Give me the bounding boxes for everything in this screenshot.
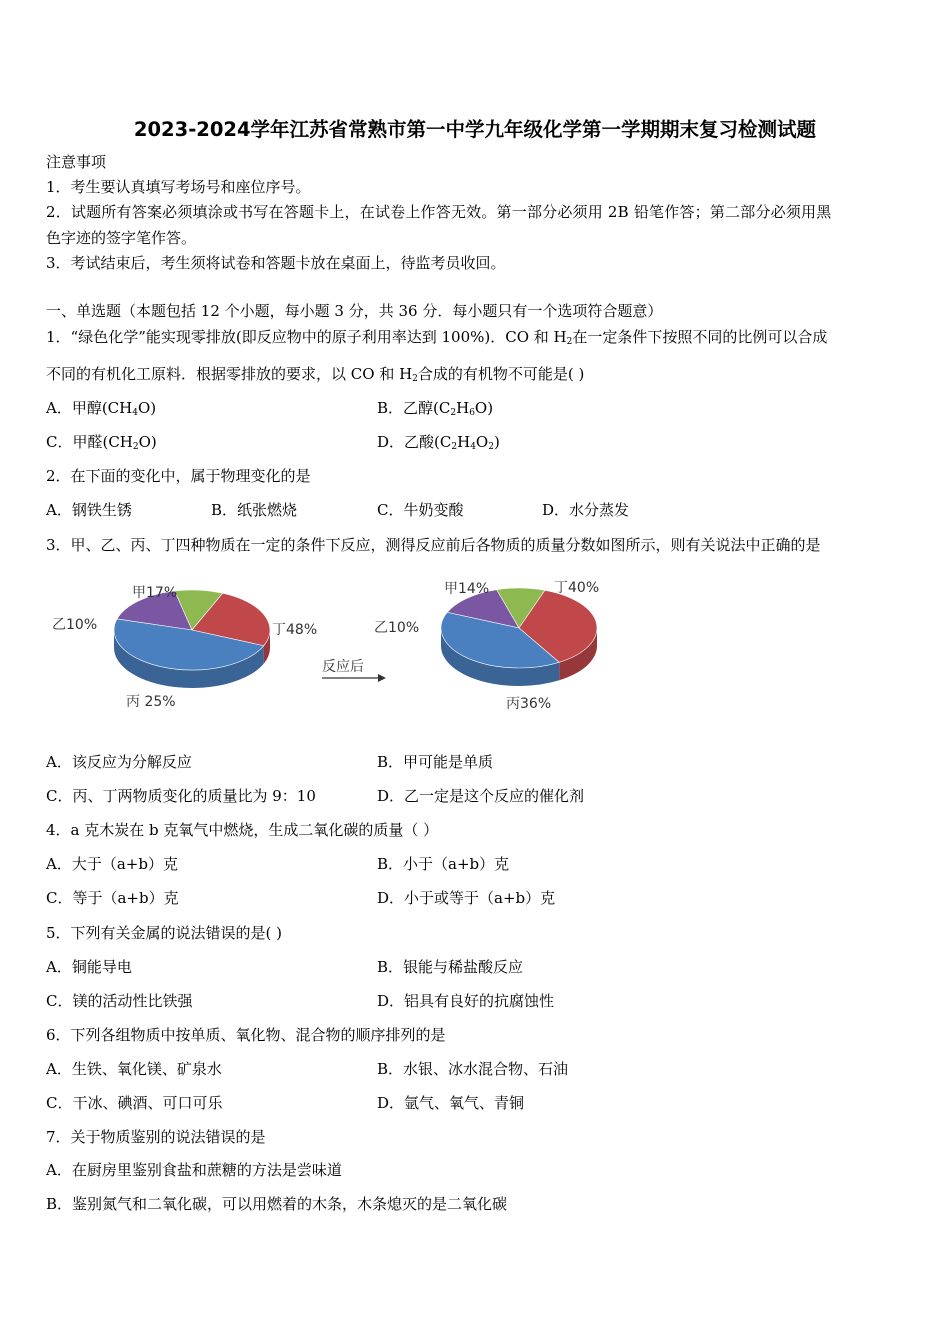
q5-stem: 5．下列有关金属的说法错误的是( ) [46,924,283,942]
notice-item: 2．试题所有答案必须填涂或书写在答题卡上，在试卷上作答无效。第一部分必须用 2B 铅笔作答；第二部分必须用黑 [46,203,832,221]
pie-after-label-jia: 甲14% [444,581,490,597]
q7-stem: 7．关于物质鉴别的说法错误的是 [46,1128,266,1146]
q1-stem-line2: 不同的有机化工原料．根据零排放的要求，以 CO 和 $H_2$合成的有机物不可能是( ) [46,365,585,384]
q6-stem: 6．下列各组物质中按单质、氧化物、混合物的顺序排列的是 [46,1026,446,1044]
pie-before-label-ding: 丁48% [272,622,318,638]
pie-after [441,588,597,686]
pie-before-label-jia: 甲17% [132,585,178,601]
q3-option-a[interactable]: A．该反应为分解反应 [46,753,192,771]
notice-item: 色字迹的签字笔作答。 [46,229,197,247]
q1-option-d[interactable]: D．乙酸$(C_2H_4O_2)$ [377,433,500,452]
q2-option-a[interactable]: A．钢铁生锈 [46,501,132,519]
q4-option-c[interactable]: C．等于（a+b）克 [46,889,179,907]
q7-option-b[interactable]: B．鉴别氮气和二氧化碳，可以用燃着的木条，木条熄灭的是二氧化碳 [46,1195,508,1213]
q1-stem-line1: 1．“绿色化学”能实现零排放(即反应物中的原子利用率达到 100%)．CO 和 $H_2$在一定条件下按照不同的比例可以合成 [46,328,828,347]
q7-option-a[interactable]: A．在厨房里鉴别食盐和蔗糖的方法是尝味道 [46,1161,342,1179]
pie-after-label-bing: 丙36% [506,696,552,712]
q3-option-c[interactable]: C．丙、丁两物质变化的质量比为 9：10 [46,787,316,805]
q3-option-d[interactable]: D．乙一定是这个反应的催化剂 [377,787,585,805]
pie-after-label-ding: 丁40% [554,580,600,596]
pie-after-label-yi: 乙10% [374,620,420,636]
q1-option-b[interactable]: B．乙醇$(C_2H_6O)$ [377,399,494,418]
q6-option-c[interactable]: C．干冰、碘酒、可口可乐 [46,1094,223,1112]
arrow-head [378,674,386,682]
pie-before-label-yi: 乙10% [52,617,98,633]
q6-option-b[interactable]: B．水银、冰水混合物、石油 [377,1060,569,1078]
q4-option-a[interactable]: A．大于（a+b）克 [46,855,178,873]
q4-option-d[interactable]: D．小于或等于（a+b）克 [377,889,556,907]
q3-stem: 3．甲、乙、丙、丁四种物质在一定的条件下反应，测得反应前后各物质的质量分数如图所示，则有关说法中正确的是 [46,536,821,554]
q4-option-b[interactable]: B．小于（a+b）克 [377,855,510,873]
q5-option-c[interactable]: C．镁的活动性比铁强 [46,992,193,1010]
q6-option-a[interactable]: A．生铁、氧化镁、矿泉水 [46,1060,222,1078]
arrow-label: 反应后 [322,659,364,675]
page-title: 2023-2024学年江苏省常熟市第一中学九年级化学第一学期期末复习检测试题 [133,118,817,141]
pie-charts-figure [40,570,620,720]
q6-option-d[interactable]: D．氩气、氧气、青铜 [377,1094,525,1112]
q2-option-c[interactable]: C．牛奶变酸 [377,501,464,519]
q5-option-b[interactable]: B．银能与稀盐酸反应 [377,958,524,976]
section-heading: 一、单选题（本题包括 12 个小题，每小题 3 分，共 36 分．每小题只有一个选项符合题意） [46,302,663,320]
notice-heading: 注意事项 [46,153,107,171]
q3-option-b[interactable]: B．甲可能是单质 [377,753,494,771]
q5-option-d[interactable]: D．铝具有良好的抗腐蚀性 [377,992,555,1010]
q2-option-d[interactable]: D．水分蒸发 [542,501,630,519]
pie-before-label-bing: 丙 25% [126,694,176,710]
q4-stem: 4．a 克木炭在 b 克氧气中燃烧，生成二氧化碳的质量（ ） [46,821,439,839]
notice-item: 1．考生要认真填写考场号和座位序号。 [46,178,311,196]
q1-option-c[interactable]: C．甲醛$(CH_2O)$ [46,433,157,452]
q1-option-a[interactable]: A．甲醇$(CH_4O)$ [46,399,157,418]
pie-before [114,590,270,688]
notice-item: 3．考试结束后，考生须将试卷和答题卡放在桌面上，待监考员收回。 [46,254,506,272]
q5-option-a[interactable]: A．铜能导电 [46,958,132,976]
q2-stem: 2．在下面的变化中，属于物理变化的是 [46,467,311,485]
q2-option-b[interactable]: B．纸张燃烧 [211,501,298,519]
